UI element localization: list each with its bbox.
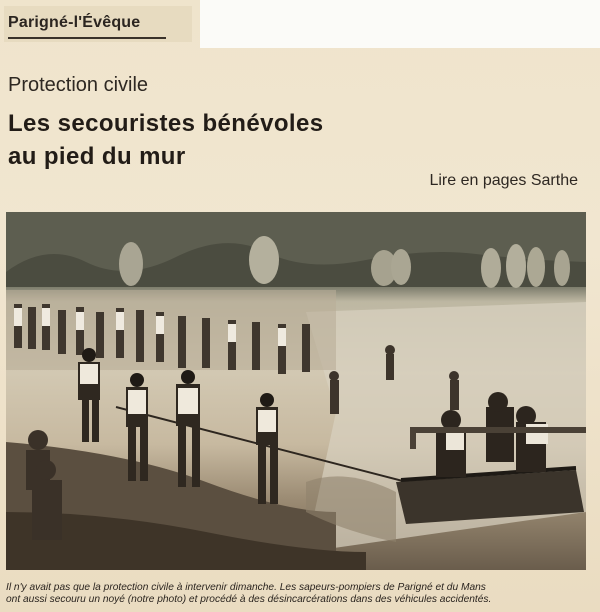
- photo-illustration: [6, 212, 586, 570]
- kicker: Protection civile: [8, 74, 149, 96]
- background-sheet: [200, 0, 600, 48]
- caption-line-2: ont aussi secouru un noyé (notre photo) et procédé à des désincarcérations dans des véhicules accidentés.: [6, 594, 492, 605]
- headline-line-2: au pied du mur: [8, 143, 186, 170]
- headline-line-1: Les secouristes bénévoles: [8, 110, 324, 137]
- caption-line-1: Il n'y avait pas que la protection civile à intervenir dimanche. Les sapeurs-pompiers de Parigné et du Mans: [6, 582, 486, 593]
- section-tag-underline: [8, 37, 166, 39]
- section-tag-box: [4, 6, 192, 42]
- section-tag: Parigné-l'Évêque: [8, 14, 141, 31]
- page-reference: Lire en pages Sarthe: [429, 172, 578, 189]
- photo-caption: [6, 582, 596, 606]
- news-photo: [6, 212, 586, 570]
- headline: [8, 107, 323, 173]
